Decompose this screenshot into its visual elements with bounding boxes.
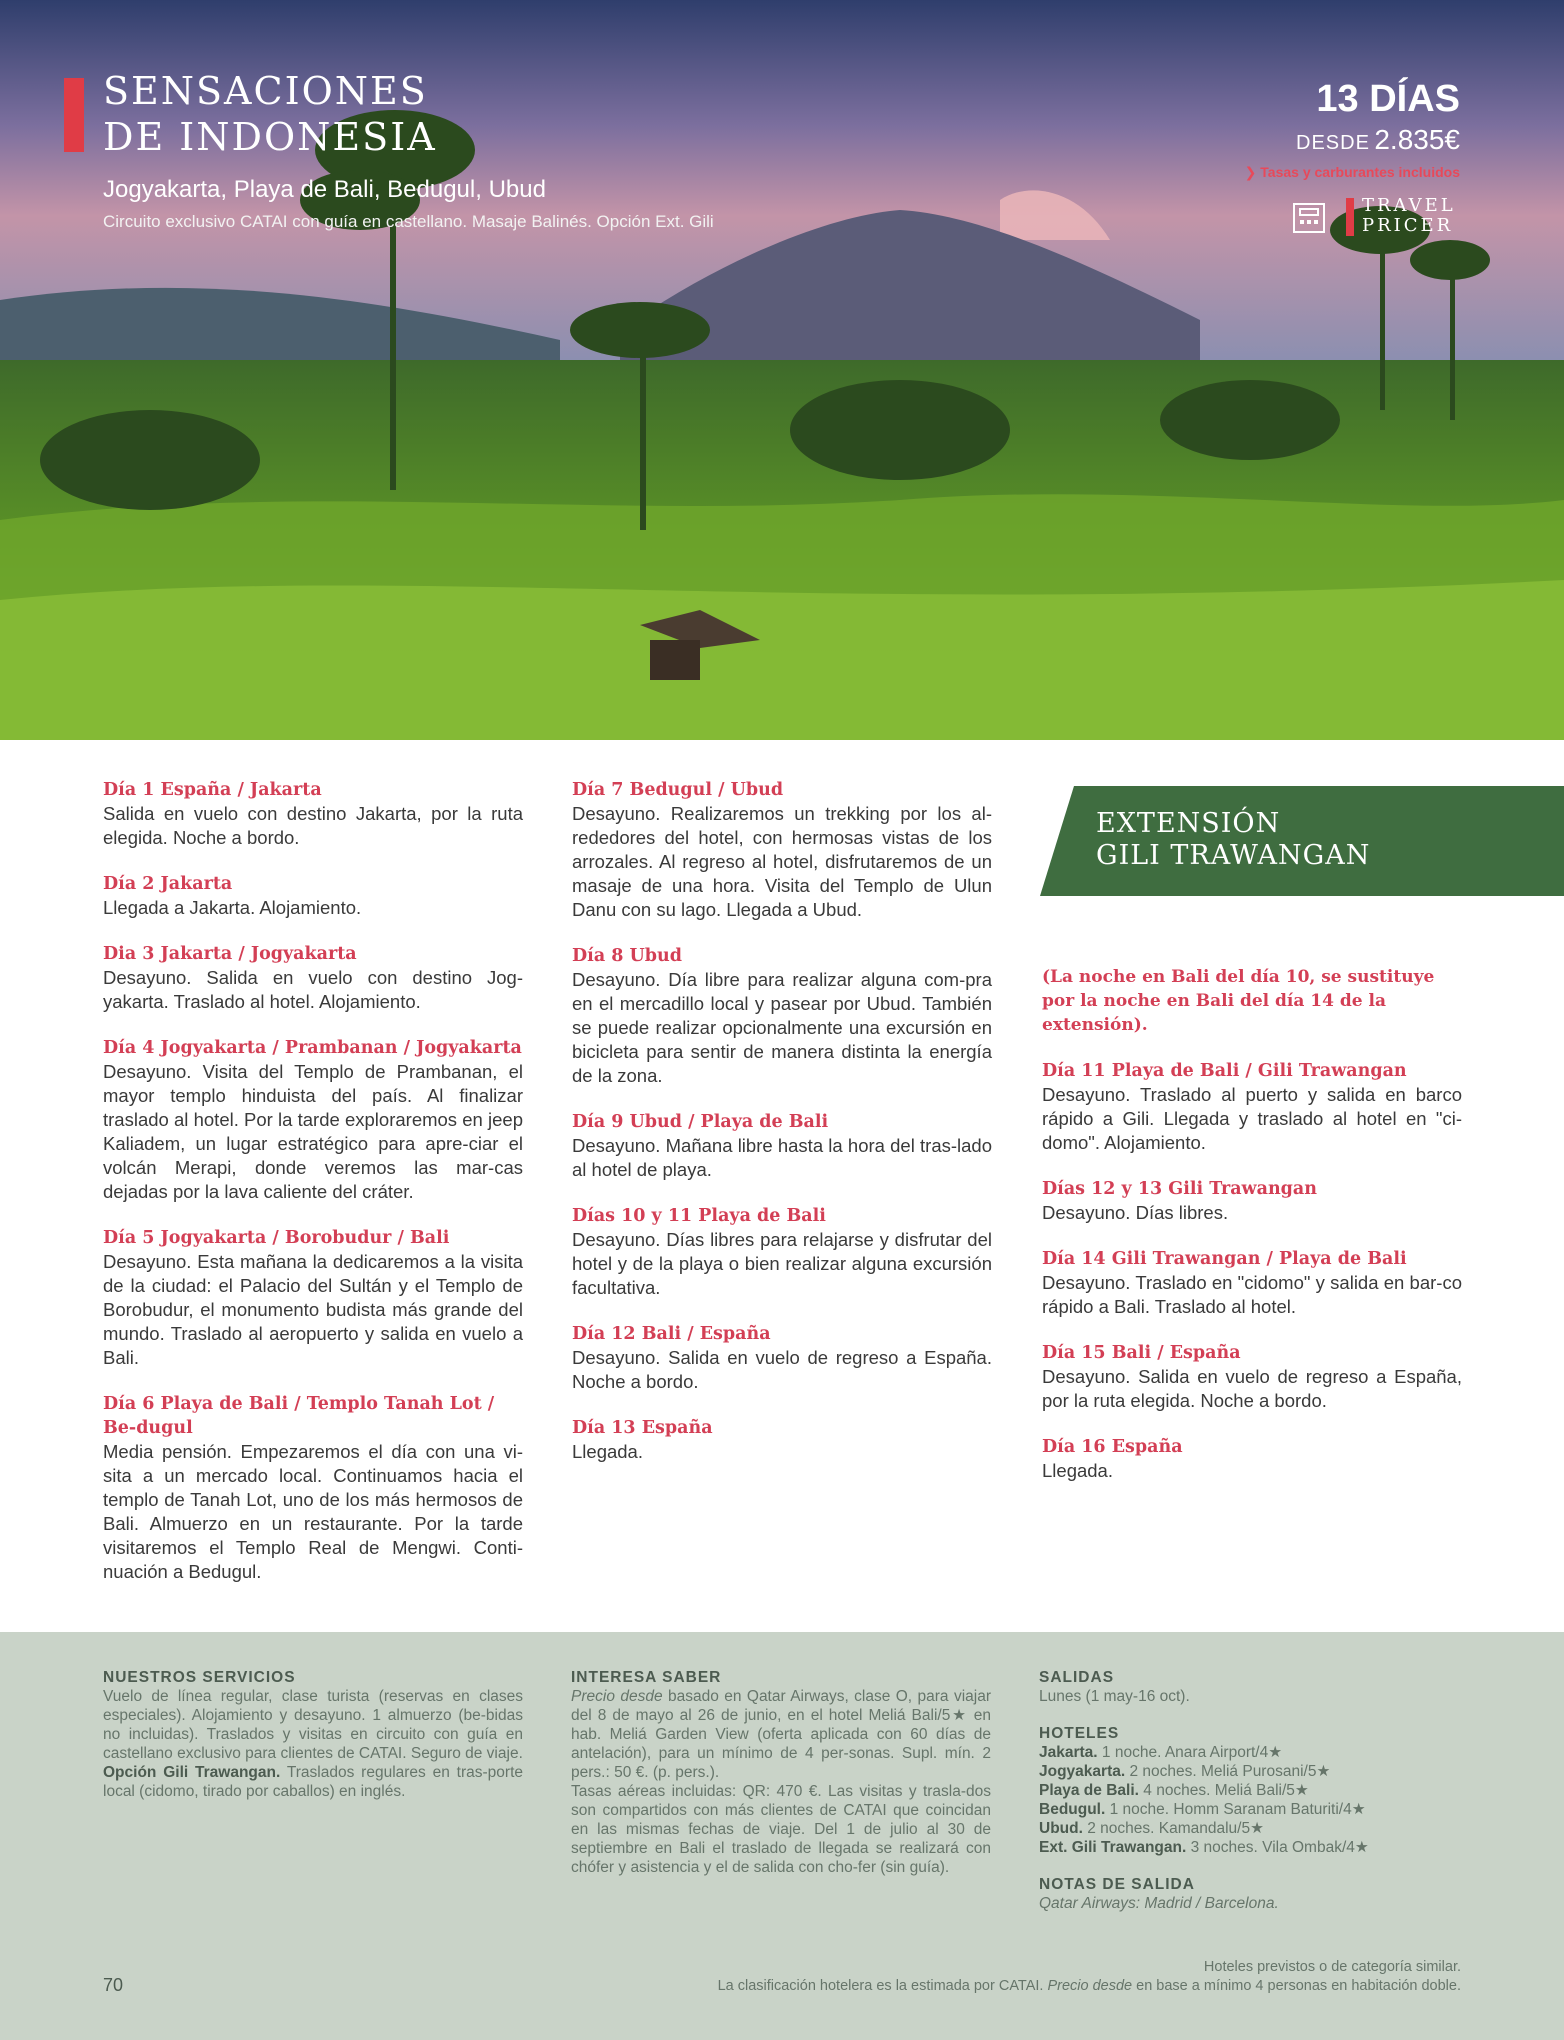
departures-text: Lunes (1 may-16 oct). [1039,1688,1190,1705]
itinerary-column-2 [572,778,992,1486]
day-heading: Día 14 Gili Trawangan / Playa de Bali [1042,1249,1407,1269]
day-text: Llegada a Jakarta. Alojamiento. [103,897,362,918]
disclaimer-price-from: Precio desde [1047,1978,1133,1994]
hotel-detail: 1 noche. Homm Saranam Baturiti/4★ [1109,1801,1366,1818]
gili-option-text: Traslados regulares en tras-porte local (cidomo, tirado por caballos) en inglés. [103,1764,524,1800]
day-text: Desayuno. Días libres para relajarse y disfrutar del hotel y de la playa o bien realizar alguna excursión facultativa. [572,1229,992,1298]
day-text: Desayuno. Salida en vuelo de regreso a España, por la ruta elegida. Noche a bordo. [1042,1366,1462,1411]
day-heading: Día 13 España [572,1418,713,1438]
itinerary-day [103,942,523,1014]
day-text: Media pensión. Empezaremos el día con una vi-sita a un mercado local. Continuamos hacia el templo de Tanah Lot, uno de los más hermosos de Bali. Almuerzo en un restaurante. Por la tarde visitaremos el Templo Real de Mengwi. Conti-nuación a Bedugul. [103,1441,523,1582]
day-text: Desayuno. Salida en vuelo con destino Jog-yakarta. Traslado al hotel. Alojamiento. [103,967,523,1012]
day-text: Llegada. [1042,1460,1113,1481]
extension-column [1042,965,1462,1505]
itinerary-day [1042,1341,1462,1413]
services-heading: NUESTROS SERVICIOS [103,1669,296,1686]
hotel-city: Jakarta. [1039,1744,1098,1761]
services-section [103,1668,523,1801]
day-text: Desayuno. Visita del Templo de Prambanan, el mayor templo hinduista del país. Al finalizar traslado al hotel. Por la tarde exploraremos en jeep Kaliadem, un lugar estratégico para apre-ciar el volcán Merapi, donde veremos las mar-cas dejadas por la lava caliente del cráter. [103,1061,523,1202]
hotel-item [1039,1743,1479,1762]
day-text: Desayuno. Mañana libre hasta la hora del tras-lado al hotel de playa. [572,1135,992,1180]
exit-notes-cities: Madrid / Barcelona. [1144,1895,1279,1912]
disclaimer-rating-note: La clasificación hotelera es la estimada por CATAI. [717,1978,1044,1994]
services-text: Vuelo de línea regular, clase turista (reservas en clases especiales). Alojamiento y desayuno. 1 almuerzo (be-bidas no incluidas). Traslados y visitas en circuito con guía en castellano exclusivo para clientes de CATAI. Seguro de viaje. [103,1688,523,1762]
duration-badge: 13 DÍAS [1316,78,1460,120]
extension-title [1096,808,1370,872]
hotel-detail: 3 noches. Vila Ombak/4★ [1190,1839,1369,1856]
hotel-detail: 2 noches. Meliá Purosani/5★ [1129,1763,1331,1780]
price-block [1296,124,1460,156]
page-title [103,68,437,160]
day-heading: Día 16 España [1042,1437,1183,1457]
hotel-detail: 1 noche. Anara Airport/4★ [1101,1744,1283,1761]
hotel-city: Playa de Bali. [1039,1782,1139,1799]
brand-line-2: PRICER [1362,215,1454,236]
itinerary-day [572,1322,992,1394]
exit-notes-airline: Qatar Airways: [1039,1895,1141,1912]
itinerary-day [1042,1435,1462,1483]
interest-text [571,1687,991,1782]
tour-description: Circuito exclusivo CATAI con guía en castellano. Masaje Balinés. Opción Ext. Gili [103,212,714,231]
day-text: Desayuno. Salida en vuelo de regreso a España. Noche a bordo. [572,1347,992,1392]
brand-accent-bar [1346,198,1354,236]
itinerary-day [572,944,992,1088]
itinerary-day [1042,1247,1462,1319]
hotel-city: Ubud. [1039,1820,1083,1837]
interest-section [571,1668,991,1877]
hotel-item [1039,1762,1479,1781]
hotels-heading: HOTELES [1039,1725,1120,1742]
day-text: Desayuno. Esta mañana la dedicaremos a la visita de la ciudad: el Palacio del Sultán y el Templo de Borobudur, el monumento budista más grande del mundo. Traslado al aeropuerto y salida en vuelo a Bali. [103,1251,523,1368]
price-from-label: DESDE [1296,132,1370,154]
day-heading: Días 10 y 11 Playa de Bali [572,1206,826,1226]
title-line-2: DE INDONESIA [103,115,437,159]
interest-body: basado en Qatar Airways, clase O, para viajar del 8 de mayo al 26 de junio, en el hotel Meliá Bali/5★ en hab. Meliá Garden View (oferta aplicada con 60 días de antelación), para un mínimo de 4 per-sonas. Supl. mín. 2 pers.: 50 €. (p. pers.). [571,1688,991,1781]
day-heading: Día 12 Bali / España [572,1324,771,1344]
day-text: Desayuno. Traslado en "cidomo" y salida en bar-co rápido a Bali. Traslado al hotel. [1042,1272,1462,1317]
itinerary-day [1042,1059,1462,1155]
hotel-city: Ext. Gili Trawangan. [1039,1839,1187,1856]
day-text: Salida en vuelo con destino Jakarta, por la ruta elegida. Noche a bordo. [103,803,523,848]
interest-text-2: Tasas aéreas incluidas: QR: 470 €. Las visitas y trasla-dos son compartidos con más clientes de CATAI que coincidan en las mismas fechas de viaje. Del 1 de julio al 30 de septiembre en Bali el traslado de llegada se realizará con chófer y asistencia y el de salida con cho-fer (sin guía). [571,1783,991,1876]
disclaimer-line-2 [718,1977,1461,1996]
disclaimer-line-1: Hoteles previstos o de categoría similar. [1203,1959,1461,1975]
itinerary-day [572,1204,992,1300]
day-heading: Día 1 España / Jakarta [103,780,322,800]
page-number: 70 [103,1975,124,1995]
itinerary-day [572,1110,992,1182]
title-line-1: SENSACIONES [103,69,428,113]
brand-text [1362,196,1456,236]
day-heading: Día 8 Ubud [572,946,682,966]
day-heading: Día 5 Jogyakarta / Borobudur / Bali [103,1228,450,1248]
day-heading: Día 2 Jakarta [103,874,233,894]
disclaimer [718,1958,1461,1996]
travel-pricer-logo [1290,196,1460,240]
hotel-item [1039,1838,1479,1857]
extension-note: (La noche en Bali del día 10, se sustituye por la noche en Bali del día 14 de la extensión). [1042,967,1435,1035]
gili-option-label: Opción Gili Trawangan. [103,1764,281,1781]
exit-notes-text [1039,1894,1479,1913]
calculator-icon [1290,200,1330,236]
extension-title-line-1: EXTENSIÓN [1096,808,1281,839]
itinerary-day [103,1226,523,1370]
day-heading: Día 9 Ubud / Playa de Bali [572,1112,829,1132]
taxes-label: Tasas y carburantes incluidos [1260,164,1460,180]
day-text: Llegada. [572,1441,643,1462]
itinerary-day [103,1036,523,1204]
price-from-italic: Precio desde [571,1688,663,1705]
extension-title-line-2: GILI TRAWANGAN [1096,840,1371,871]
day-heading: Día 11 Playa de Bali / Gili Trawangan [1042,1061,1407,1081]
itinerary-day [1042,1177,1462,1225]
departures-hotels-section [1039,1668,1479,1913]
itinerary-day [103,1392,523,1584]
day-heading: Dia 3 Jakarta / Jogyakarta [103,944,357,964]
day-heading: Día 6 Playa de Bali / Templo Tanah Lot / Be-dugul [103,1394,495,1438]
hotel-item [1039,1781,1479,1800]
extension-banner [1040,786,1564,896]
chevron-right-icon: ❯ [1244,164,1257,180]
hotel-city: Jogyakarta. [1039,1763,1126,1780]
route-subtitle: Jogyakarta, Playa de Bali, Bedugul, Ubud [103,176,546,203]
hotel-item [1039,1800,1479,1819]
hotel-city: Bedugul. [1039,1801,1106,1818]
gili-option [103,1763,523,1801]
day-heading: Día 4 Jogyakarta / Prambanan / Jogyakarta [103,1038,522,1058]
day-heading: Día 7 Bedugul / Ubud [572,780,784,800]
hotel-detail: 2 noches. Kamandalu/5★ [1087,1820,1264,1837]
hotel-detail: 4 noches. Meliá Bali/5★ [1143,1782,1309,1799]
brand-line-1: TRAVEL [1362,195,1456,216]
itinerary-day [572,778,992,922]
day-text: Desayuno. Día libre para realizar alguna com-pra en el mercadillo local y pasear por Ubud. También se puede realizar opcionalmente una excursión en bicicleta para sentir de manera distinta la energía de la zona. [572,969,992,1086]
day-text: Desayuno. Traslado al puerto y salida en barco rápido a Gili. Llegada y traslado al hotel en "ci-domo". Alojamiento. [1042,1084,1462,1153]
itinerary-day [103,872,523,920]
taxes-note [1245,164,1460,181]
day-heading: Día 15 Bali / España [1042,1343,1241,1363]
hotel-item [1039,1819,1479,1838]
day-text: Desayuno. Realizaremos un trekking por los al-rededores del hotel, con hermosas vistas de los arrozales. Al regreso al hotel, disfrutaremos de un masaje de una hora. Visita del Templo de Ulun Danu con su lago. Llegada a Ubud. [572,803,992,920]
disclaimer-basis: en base a mínimo 4 personas en habitación doble. [1136,1978,1461,1994]
itinerary-column-1 [103,778,523,1606]
day-heading: Días 12 y 13 Gili Trawangan [1042,1179,1317,1199]
interest-heading: INTERESA SABER [571,1669,722,1686]
day-text: Desayuno. Días libres. [1042,1202,1229,1223]
exit-notes-heading: NOTAS DE SALIDA [1039,1876,1195,1893]
title-accent-bar [64,78,84,152]
departures-heading: SALIDAS [1039,1669,1115,1686]
price-value: 2.835€ [1374,124,1460,155]
hero-image [0,0,1564,740]
itinerary-day [103,778,523,850]
itinerary-day [572,1416,992,1464]
